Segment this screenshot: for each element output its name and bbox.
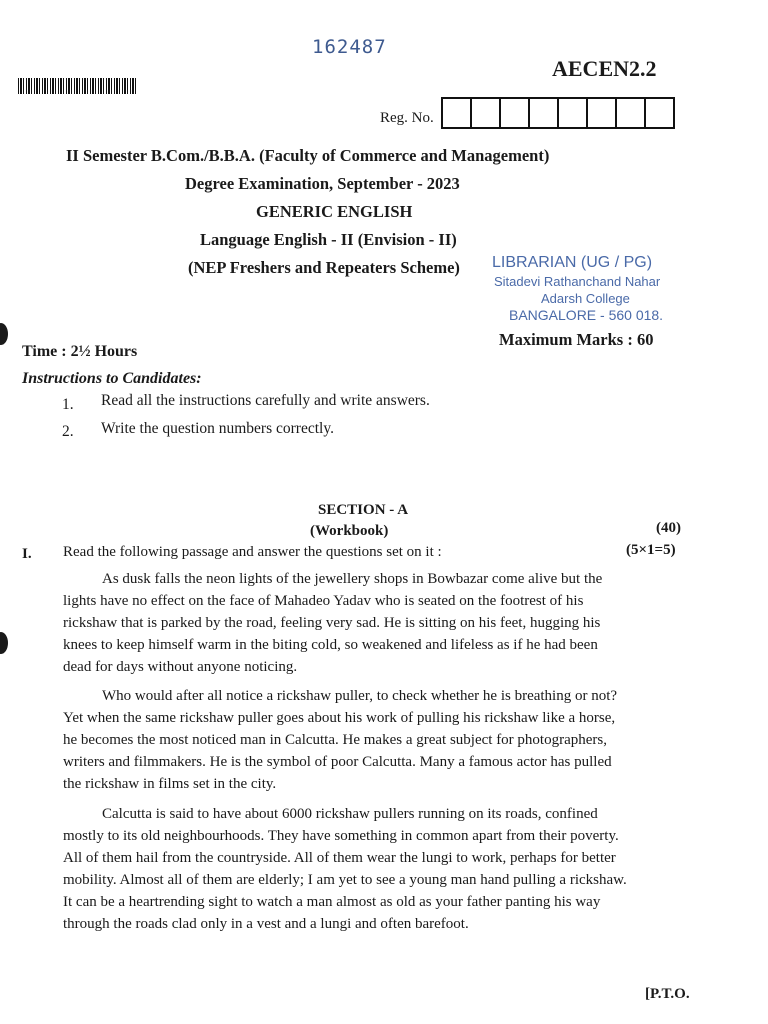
reg-no-boxes[interactable] (441, 97, 675, 129)
exam-title-line5: (NEP Freshers and Repeaters Scheme) (188, 258, 460, 277)
reg-no-box[interactable] (588, 99, 617, 127)
reg-no-box[interactable] (559, 99, 588, 127)
passage-line: dead for days without anyone noticing. (63, 659, 298, 675)
reg-no-box[interactable] (501, 99, 530, 127)
reg-no-box[interactable] (472, 99, 501, 127)
passage-line: As dusk falls the neon lights of the jewellery shops in Bowbazar come alive but the (102, 571, 603, 587)
stamp-line4: BANGALORE - 560 018. (509, 307, 664, 323)
instruction-number: 2. (62, 423, 74, 440)
instruction-text: Write the question numbers correctly. (101, 420, 334, 437)
pto-label: [P.T.O. (645, 986, 690, 1002)
passage-line: All of them hail from the countryside. All of them wear the lungi to work, perhaps for better (63, 850, 616, 866)
passage-line: through the roads clad only in a vest and a lungi and often barefoot. (63, 916, 469, 932)
reg-no-box[interactable] (617, 99, 646, 127)
passage-line: rickshaw that is parked by the road, feeling very sad. He is sitting on his feet, hugging his (63, 615, 601, 631)
paper-code: AECEN2.2 (552, 56, 657, 81)
serial-number: 162487 (312, 36, 387, 58)
passage-line: Calcutta is said to have about 6000 rickshaw pullers running on its roads, confined (102, 806, 598, 822)
reg-no-box[interactable] (443, 99, 472, 127)
exam-title-line4: Language English - II (Envision - II) (200, 230, 457, 249)
passage-line: mostly to its old neighbourhoods. They have something in common apart from their poverty. (63, 828, 619, 844)
question-number: I. (22, 546, 32, 562)
reg-no-label: Reg. No. (380, 110, 434, 126)
stamp-line1: LIBRARIAN (UG / PG) (492, 254, 653, 271)
passage-line: knees to keep himself warm in the biting cold, so weakened and lifeless as if he had been (63, 637, 598, 653)
stamp-line2: Sitadevi Rathanchand Nahar (494, 274, 661, 289)
punch-hole-mark (0, 323, 8, 345)
time-allowed: Time : 2½ Hours (22, 343, 138, 360)
passage-line: the rickshaw in films set in the city. (63, 776, 277, 792)
passage-line: writers and filmmakers. He is the symbol of poor Calcutta. Many a famous actor has pulled (63, 754, 612, 770)
reg-no-box[interactable] (530, 99, 559, 127)
passage-line: mobility. Almost all of them are elderly; I am yet to see a young man hand pulling a rickshaw. (63, 872, 627, 888)
exam-title-line1: II Semester B.Com./B.B.A. (Faculty of Commerce and Management) (66, 146, 550, 165)
instruction-text: Read all the instructions carefully and write answers. (101, 392, 430, 409)
stamp-line3: Adarsh College (541, 291, 630, 306)
passage-line: lights have no effect on the face of Mahadeo Yadav who is seated on the footrest of his (63, 593, 584, 609)
instruction-number: 1. (62, 396, 74, 413)
passage-line: he becomes the most noticed man in Calcutta. He makes a great subject for photographers, (63, 732, 607, 748)
reg-no-box[interactable] (646, 99, 673, 127)
section-marks: (40) (656, 520, 681, 536)
barcode (18, 78, 138, 94)
passage-line: It can be a heartrending sight to watch a man almost as old as your father panting his way (63, 894, 601, 910)
question-text: Read the following passage and answer the questions set on it : (63, 544, 442, 560)
section-subtitle: (Workbook) (310, 523, 389, 539)
exam-title-line3: GENERIC ENGLISH (256, 202, 413, 221)
question-marks: (5×1=5) (626, 542, 676, 558)
instructions-heading: Instructions to Candidates: (22, 370, 202, 387)
punch-hole-mark (0, 632, 8, 654)
passage-line: Who would after all notice a rickshaw puller, to check whether he is breathing or not? (102, 688, 618, 704)
section-title: SECTION - A (318, 502, 409, 518)
exam-title-line2: Degree Examination, September - 2023 (185, 174, 460, 193)
maximum-marks: Maximum Marks : 60 (499, 330, 654, 349)
passage-line: Yet when the same rickshaw puller goes about his work of pulling his rickshaw like a horse, (63, 710, 616, 726)
